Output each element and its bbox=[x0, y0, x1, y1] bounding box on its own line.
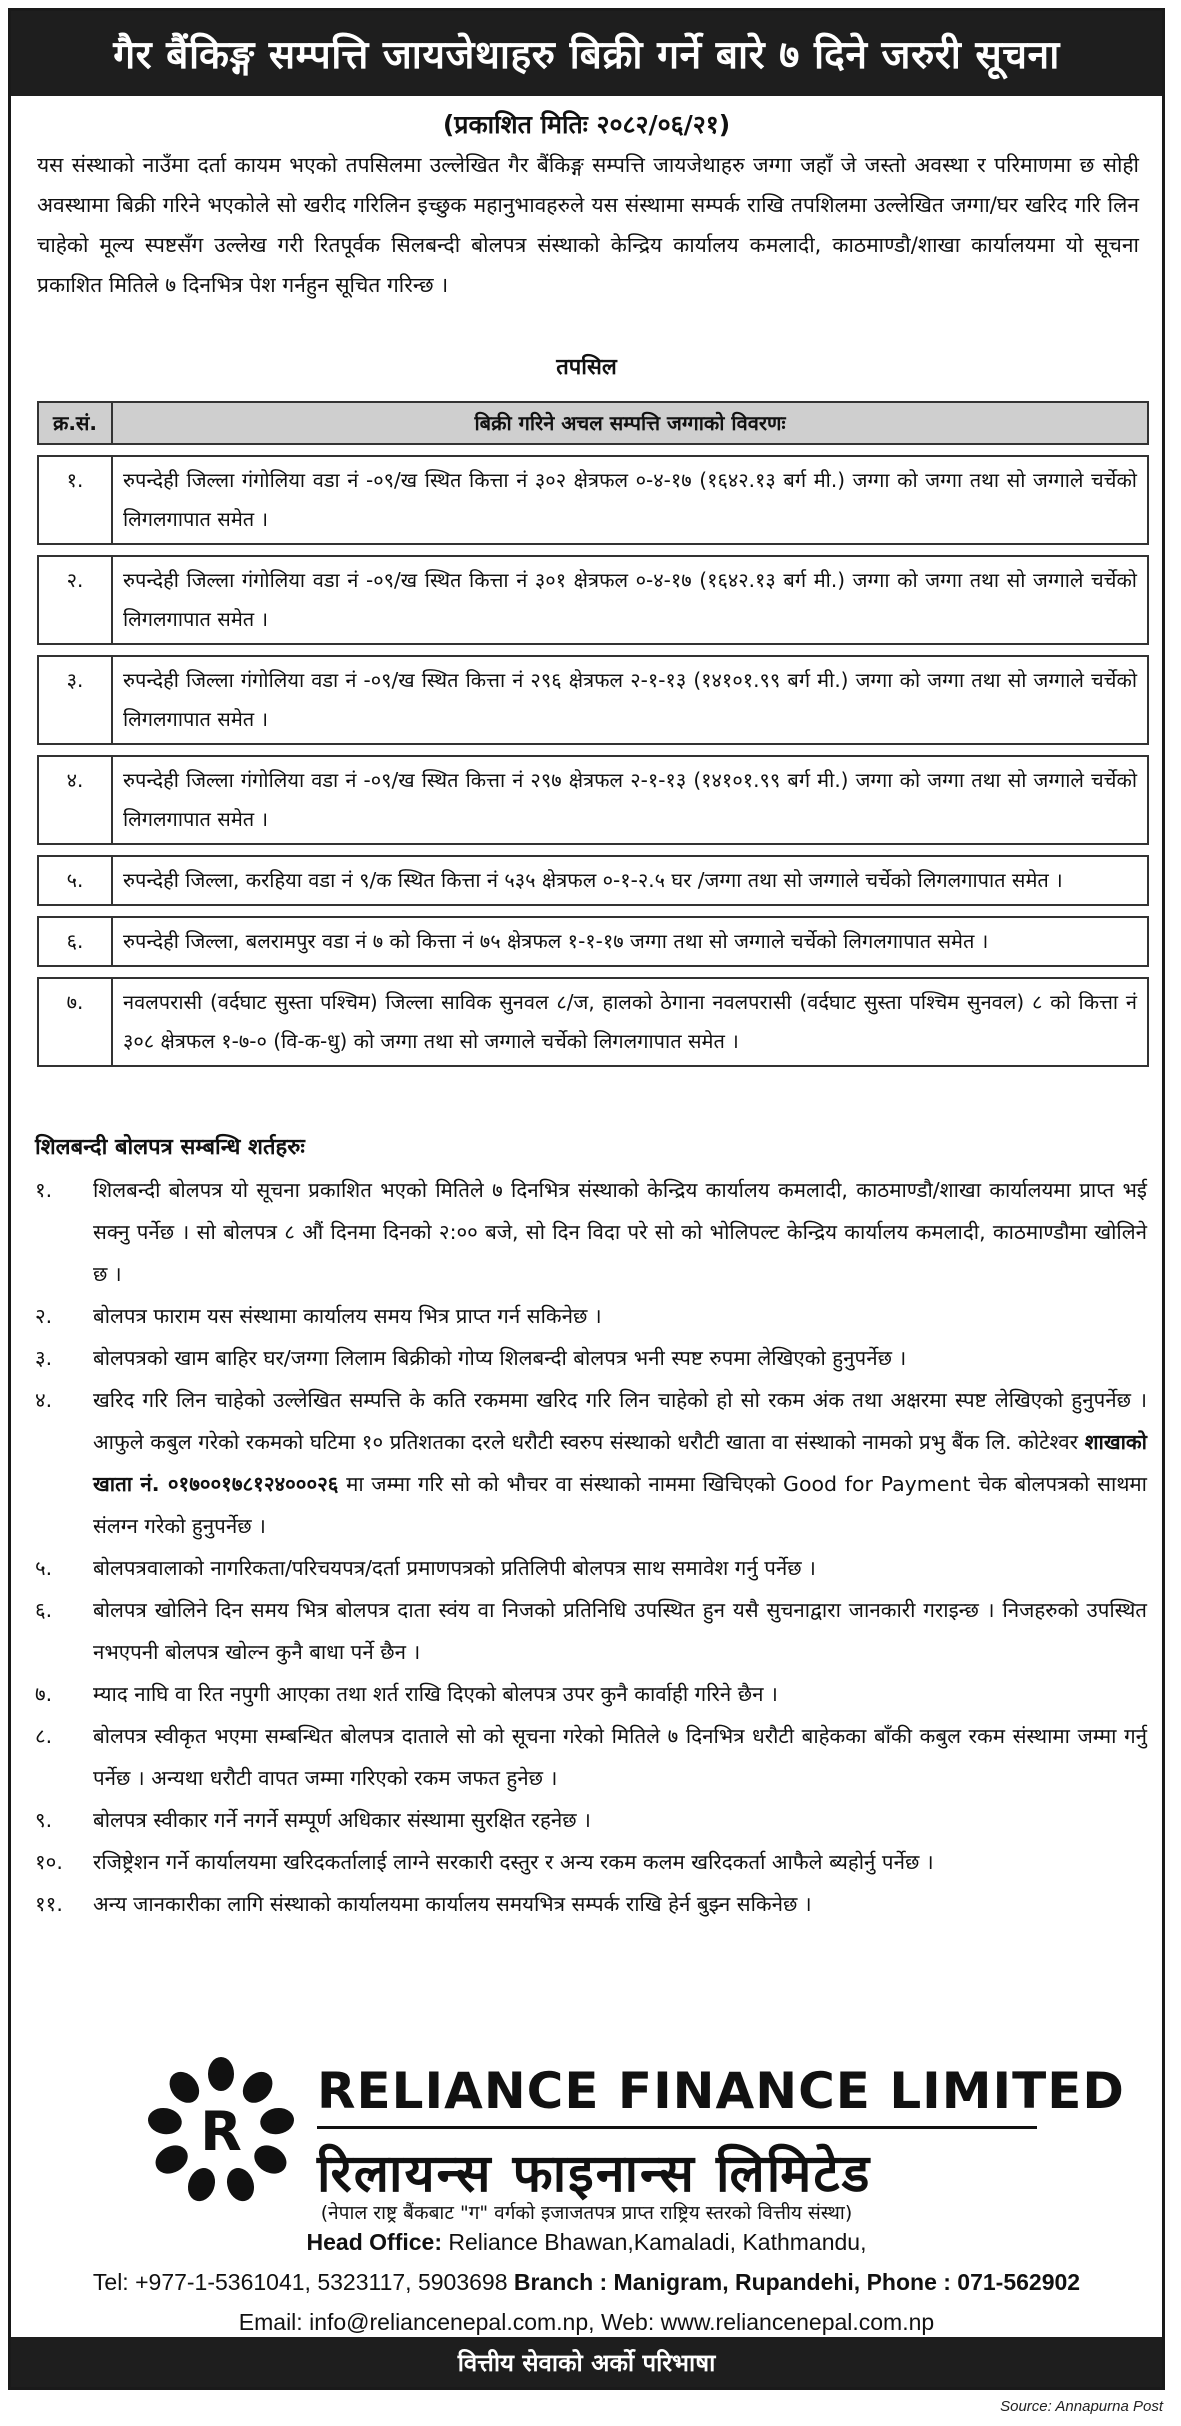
table-row bbox=[37, 916, 1149, 967]
term-number: ११. bbox=[35, 1892, 63, 1916]
row-description: रुपन्देही जिल्ला गंगोलिया वडा नं -०९/ख स्थित कित्ता नं २९६ क्षेत्रफल २-१-१३ (१४१०१.९९ बर्ग मी.) जग्गा को जग्गा तथा सो जग्गाले चर्चेको लिगलगापात समेत । bbox=[111, 655, 1149, 745]
term-text: म्याद नाघि वा रित नपुगी आएका तथा शर्त राखि दिएको बोलपत्र उपर कुनै कार्वाही गरिने छैन । bbox=[93, 1682, 778, 1706]
row-sn: ४. bbox=[37, 755, 111, 845]
table-header-row bbox=[37, 401, 1149, 445]
table-row bbox=[37, 555, 1149, 645]
property-table bbox=[37, 391, 1149, 1077]
term-text: अन्य जानकारीका लागि संस्थाको कार्यालयमा कार्यालय समयभित्र सम्पर्क राखि हेर्न बुझ्न सकिनेछ । bbox=[93, 1892, 812, 1916]
web-address[interactable]: www.reliancenepal.com.np bbox=[654, 2309, 935, 2335]
term-number: १०. bbox=[35, 1850, 63, 1874]
row-sn: ३. bbox=[37, 655, 111, 745]
notice-frame bbox=[8, 8, 1165, 2390]
term-text-part: मा जम्मा गरि सो को भौचर वा संस्थाको नाममा खिचिएको Good for Payment चेक बोलपत्रको साथमा संलग्न गरेको हुनुपर्नेछ । bbox=[93, 1472, 1147, 1538]
list-item bbox=[35, 1589, 1147, 1673]
license-note: (नेपाल राष्ट्र बैंकबाट "ग" वर्गको इजाजतपत्र प्राप्त राष्ट्रिय स्तरको वित्तीय संस्था) bbox=[320, 2202, 853, 2224]
term-number: ५. bbox=[35, 1556, 53, 1580]
row-sn: ७. bbox=[37, 977, 111, 1067]
account-number: शाखाको खाता नं. ०१७००१७८१२४०००२६ bbox=[93, 1430, 1147, 1496]
head-office-address: Reliance Bhawan,Kamaladi, Kathmandu, bbox=[442, 2229, 867, 2255]
term-number: ९. bbox=[35, 1808, 53, 1832]
tel-label: Tel: bbox=[92, 2269, 129, 2295]
table-row bbox=[37, 855, 1149, 906]
list-item bbox=[35, 1337, 1147, 1379]
list-item bbox=[35, 1715, 1147, 1799]
term-number: १. bbox=[35, 1178, 53, 1202]
tagline-bar: वित्तीय सेवाको अर्को परिभाषा bbox=[11, 2337, 1162, 2387]
term-text: शिलबन्दी बोलपत्र यो सूचना प्रकाशित भएको मितिले ७ दिनभित्र संस्थाको केन्द्रिय कार्यालय कमलादी, काठमाण्डौ/शाखा कार्यालयमा प्राप्त भई सक्नु पर्नेछ । सो बोलपत्र ८ औं दिनमा दिनको २:०० बजे, सो दिन विदा परे सो को भोलिपल्ट केन्द्रिय कार्यालय कमलादी, काठमाण्डौमा खोलिने छ । bbox=[93, 1178, 1147, 1286]
column-header-description: बिक्री गरिने अचल सम्पत्ति जग्गाको विवरणः bbox=[111, 401, 1149, 445]
reliance-logo-icon bbox=[141, 2056, 301, 2206]
list-item bbox=[35, 1295, 1147, 1337]
list-item bbox=[35, 1547, 1147, 1589]
table-row bbox=[37, 977, 1149, 1067]
company-name-nepali: रिलायन्स फाइनान्स लिमिटेड bbox=[317, 2144, 872, 2204]
term-text: बोलपत्र स्वीकार गर्ने नगर्ने सम्पूर्ण अधिकार संस्थामा सुरक्षित रहनेछ । bbox=[93, 1808, 591, 1832]
list-item bbox=[35, 1673, 1147, 1715]
row-sn: ५. bbox=[37, 855, 111, 906]
table-row bbox=[37, 755, 1149, 845]
company-name-english: RELIANCE FINANCE LIMITED bbox=[317, 2062, 1125, 2120]
row-description: रुपन्देही जिल्ला गंगोलिया वडा नं -०९/ख स्थित कित्ता नं ३०१ क्षेत्रफल ०-४-१७ (१६४२.१३ बर्ग मी.) जग्गा को जग्गा तथा सो जग्गाले चर्चेको लिगलगापात समेत । bbox=[111, 555, 1149, 645]
schedule-heading: तपसिल bbox=[556, 355, 617, 380]
row-sn: ६. bbox=[37, 916, 111, 967]
term-number: ३. bbox=[35, 1346, 53, 1370]
term-text: बोलपत्रको खाम बाहिर घर/जग्गा लिलाम बिक्रीको गोप्य शिलबन्दी बोलपत्र भनी स्पष्ट रुपमा लेखिएको हुनुपर्नेछ । bbox=[93, 1346, 907, 1370]
term-number: ६. bbox=[35, 1598, 53, 1622]
notice-title: गैर बैंकिङ्ग सम्पत्ति जायजेथाहरु बिक्री गर्ने बारे ७ दिने जरुरी सूचना bbox=[11, 11, 1162, 96]
term-number: ८. bbox=[35, 1724, 53, 1748]
branch-info: Branch : Manigram, Rupandehi, Phone : 071-562902 bbox=[513, 2269, 1081, 2295]
web-label: Web: bbox=[600, 2309, 655, 2335]
term-text bbox=[93, 1379, 1147, 1547]
source-credit: Source: Annapurna Post bbox=[1000, 2398, 1163, 2415]
row-description: रुपन्देही जिल्ला गंगोलिया वडा नं -०९/ख स्थित कित्ता नं २९७ क्षेत्रफल २-१-१३ (१४१०१.९९ बर्ग मी.) जग्गा को जग्गा तथा सो जग्गाले चर्चेको लिगलगापात समेत । bbox=[111, 755, 1149, 845]
row-sn: १. bbox=[37, 455, 111, 545]
term-number: ४. bbox=[35, 1388, 53, 1412]
row-description: रुपन्देही जिल्ला, करहिया वडा नं ९/क स्थित कित्ता नं ५३५ क्षेत्रफल ०-१-२.५ घर /जग्गा तथा सो जग्गाले चर्चेको लिगलगापात समेत । bbox=[111, 855, 1149, 906]
list-item bbox=[35, 1379, 1147, 1547]
table-row bbox=[37, 455, 1149, 545]
terms-heading: शिलबन्दी बोलपत्र सम्बन्धि शर्तहरुः bbox=[35, 1135, 305, 1160]
term-text: रजिष्ट्रेशन गर्ने कार्यालयमा खरिदकर्तालाई लाग्ने सरकारी दस्तुर र अन्य रकम कलम खरिदकर्ता आफैले ब्यहोर्नु पर्नेछ । bbox=[93, 1850, 934, 1874]
email-web-line bbox=[11, 2309, 1162, 2336]
row-description: रुपन्देही जिल्ला, बलरामपुर वडा नं ७ को कित्ता नं ७५ क्षेत्रफल १-१-१७ जग्गा तथा सो जग्गाले चर्चेको लिगलगापात समेत । bbox=[111, 916, 1149, 967]
list-item bbox=[35, 1169, 1147, 1295]
term-text: बोलपत्रवालाको नागरिकता/परिचयपत्र/दर्ता प्रमाणपत्रको प्रतिलिपी बोलपत्र साथ समावेश गर्नु पर्नेछ । bbox=[93, 1556, 816, 1580]
logo-divider bbox=[317, 2126, 1037, 2129]
contact-line bbox=[11, 2269, 1162, 2296]
head-office-label: Head Office: bbox=[306, 2229, 442, 2255]
published-date: (प्रकाशित मितिः २०८२/०६/२१) bbox=[442, 110, 731, 139]
term-text: बोलपत्र खोलिने दिन समय भित्र बोलपत्र दाता स्वंय वा निजको प्रतिनिधि उपस्थित हुन यसै सुचनाद्वारा जानकारी गराइन्छ । निजहरुको उपस्थित नभएपनी बोलपत्र खोल्न कुनै बाधा पर्ने छैन । bbox=[93, 1598, 1147, 1664]
tel-numbers: +977-1-5361041, 5323117, 5903698 bbox=[128, 2269, 514, 2295]
row-description: नवलपरासी (वर्दघाट सुस्ता पश्चिम) जिल्ला साविक सुनवल ८/ज, हालको ठेगाना नवलपरासी (वर्दघाट सुस्ता पश्चिम सुनवल) ८ को कित्ता नं ३०८ क्षेत्रफल १-७-० (वि-क-धु) को जग्गा तथा सो जग्गाले चर्चेको लिगलगापात समेत । bbox=[111, 977, 1149, 1067]
list-item bbox=[35, 1799, 1147, 1841]
list-item bbox=[35, 1841, 1147, 1883]
list-item bbox=[35, 1883, 1147, 1925]
email-address[interactable]: info@reliancenepal.com.np, bbox=[302, 2309, 601, 2335]
term-text: बोलपत्र फाराम यस संस्थामा कार्यालय समय भित्र प्राप्त गर्न सकिनेछ । bbox=[93, 1304, 602, 1328]
logo-letter: R bbox=[200, 2100, 242, 2163]
email-label: Email: bbox=[238, 2309, 303, 2335]
term-text: बोलपत्र स्वीकृत भएमा सम्बन्धित बोलपत्र दाताले सो को सूचना गरेको मितिले ७ दिनभित्र धरौटी बाहेकका बाँकी कबुल रकम संस्थामा जम्मा गर्नु पर्नेछ । अन्यथा धरौटी वापत जम्मा गरिएको रकम जफत हुनेछ । bbox=[93, 1724, 1147, 1790]
terms-list bbox=[35, 1169, 1147, 1925]
company-logo-block bbox=[11, 2056, 1162, 2216]
term-number: २. bbox=[35, 1304, 53, 1328]
column-header-sn: क्र.सं. bbox=[37, 401, 111, 445]
table-row bbox=[37, 655, 1149, 745]
row-description: रुपन्देही जिल्ला गंगोलिया वडा नं -०९/ख स्थित कित्ता नं ३०२ क्षेत्रफल ०-४-१७ (१६४२.१३ बर्ग मी.) जग्गा को जग्गा तथा सो जग्गाले चर्चेको लिगलगापात समेत । bbox=[111, 455, 1149, 545]
head-office-line bbox=[11, 2229, 1162, 2256]
term-text-part: खरिद गरि लिन चाहेको उल्लेखित सम्पत्ति के कति रकममा खरिद गरि लिन चाहेको हो सो रकम अंक तथा अक्षरमा स्पष्ट लेखिएको हुनुपर्नेछ । आफुले कबुल गरेको रकमको घटिमा १० प्रतिशतका दरले धरौटी स्वरुप संस्थाको धरौटी खाता वा संस्थाको नामको प्रभु बैंक लि. कोटेश्वर bbox=[93, 1388, 1147, 1454]
term-number: ७. bbox=[35, 1682, 53, 1706]
intro-paragraph: यस संस्थाको नाउँमा दर्ता कायम भएको तपसिलमा उल्लेखित गैर बैंकिङ्ग सम्पत्ति जायजेथाहरु जग्गा जहाँ जे जस्तो अवस्था र परिमाणमा छ सोही अवस्थामा बिक्री गरिने भएकोले सो खरीद गरिलिन इच्छुक महानुभावहरुले यस संस्थामा सम्पर्क राखि तपशिलमा उल्लेखित जग्गा/घर खरिद गरि लिन चाहेको मूल्य स्पष्टसँग उल्लेख गरी रितपूर्वक सिलबन्दी बोलपत्र संस्थाको केन्द्रिय कार्यालय कमलादी, काठमाण्डौ/शाखा कार्यालयमा यो सूचना प्रकाशित मितिले ७ दिनभित्र पेश गर्नहुन सूचित गरिन्छ । bbox=[37, 153, 1139, 297]
row-sn: २. bbox=[37, 555, 111, 645]
